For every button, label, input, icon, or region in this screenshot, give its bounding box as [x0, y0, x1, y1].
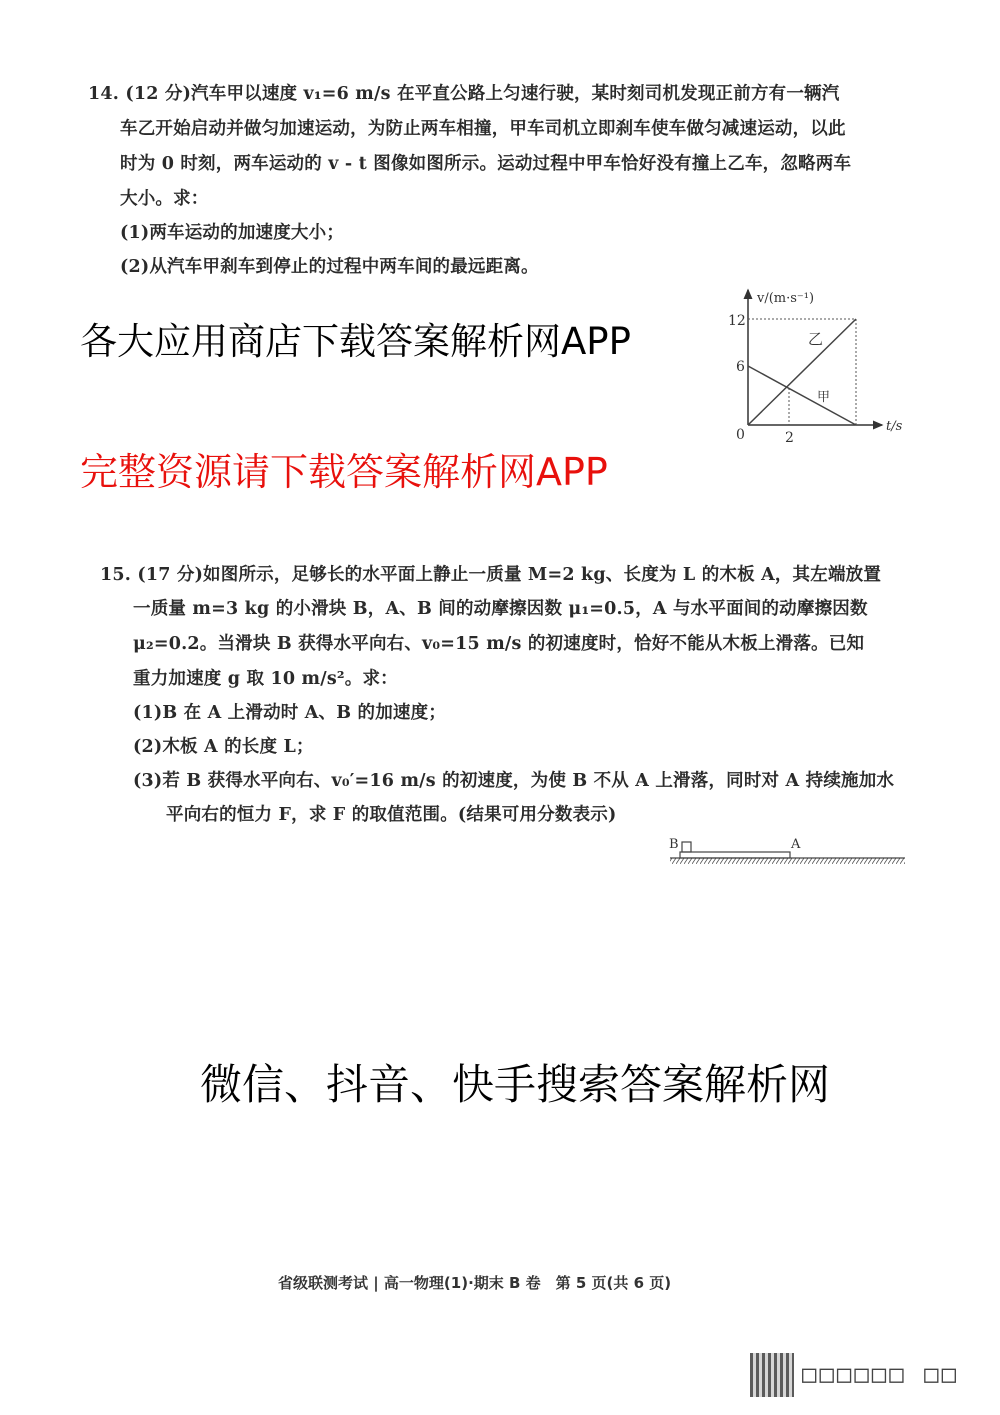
q15-line: 重力加速度 g 取 10 m/s²。求：	[133, 669, 398, 689]
vt-graph	[700, 280, 920, 450]
q14-line: 车乙开始启动并做匀加速运动，为防止两车相撞，甲车司机立即刹车使车做匀减速运动，以此	[120, 119, 846, 139]
ground-hatch	[670, 858, 905, 864]
page-footer: 省级联测考试 | 高一物理(1)·期末 B 卷 第 5 页(共 6 页)	[278, 1274, 672, 1292]
q15-line: 15. (17 分)如图所示，足够长的水平面上静止一质量 M=2 kg、长度为 L 的木板 A，其左端放置	[100, 565, 882, 585]
series-label-jia: 甲	[817, 390, 831, 405]
block-b	[682, 842, 691, 852]
q15-line: 一质量 m=3 kg 的小滑块 B，A、B 间的动摩擦因数 μ₁=0.5，A 与水平面间的动摩擦因数	[133, 599, 868, 619]
q15-subquestion-1: (1)B 在 A 上滑动时 A、B 的加速度；	[133, 703, 447, 723]
label-b: B	[669, 837, 679, 852]
watermark-top: 各大应用商店下载答案解析网APP	[80, 320, 631, 363]
qr-caption: □□□□□□ □□	[802, 1360, 960, 1388]
board-diagram	[660, 828, 910, 873]
series-line-yi	[748, 319, 856, 425]
q14-subquestion-2: (2)从汽车甲刹车到停止的过程中两车间的最远距离。	[120, 257, 539, 277]
y-axis-label: v/(m·s⁻¹)	[757, 291, 815, 306]
watermark-middle: 完整资源请下载答案解析网APP	[80, 450, 608, 494]
q15-subquestion-3: (3)若 B 获得水平向右、v₀′=16 m/s 的初速度，为使 B 不从 A 上滑落，同时对 A 持续施加水	[133, 771, 895, 791]
y-tick-label: 12	[728, 313, 746, 329]
series-line-jia	[748, 366, 856, 425]
q15-line: 平向右的恒力 F，求 F 的取值范围。(结果可用分数表示)	[166, 805, 617, 825]
label-a: A	[791, 837, 801, 852]
watermark-bottom: 微信、抖音、快手搜索答案解析网	[200, 1060, 831, 1109]
q14-line: 时为 0 时刻，两车运动的 v - t 图像如图所示。运动过程中甲车恰好没有撞上乙车，忽略两车	[120, 154, 852, 174]
q15-line: μ₂=0.2。当滑块 B 获得水平向右、v₀=15 m/s 的初速度时，恰好不能从木板上滑落。已知	[133, 634, 865, 654]
q15-subquestion-2: (2)木板 A 的长度 L；	[133, 737, 314, 757]
q14-line: 14. (12 分)汽车甲以速度 v₁=6 m/s 在平直公路上匀速行驶，某时刻司机发现正前方有一辆汽	[88, 84, 840, 104]
q14-line: 大小。求：	[120, 189, 209, 209]
x-axis-label: t/s	[886, 419, 903, 434]
board-a	[680, 852, 790, 858]
origin-label: 0	[736, 427, 745, 443]
q14-subquestion-1: (1)两车运动的加速度大小；	[120, 223, 345, 243]
x-tick-label: 2	[785, 430, 794, 446]
qr-code	[750, 1353, 794, 1397]
series-label-yi: 乙	[808, 330, 824, 348]
y-tick-label: 6	[736, 359, 745, 375]
